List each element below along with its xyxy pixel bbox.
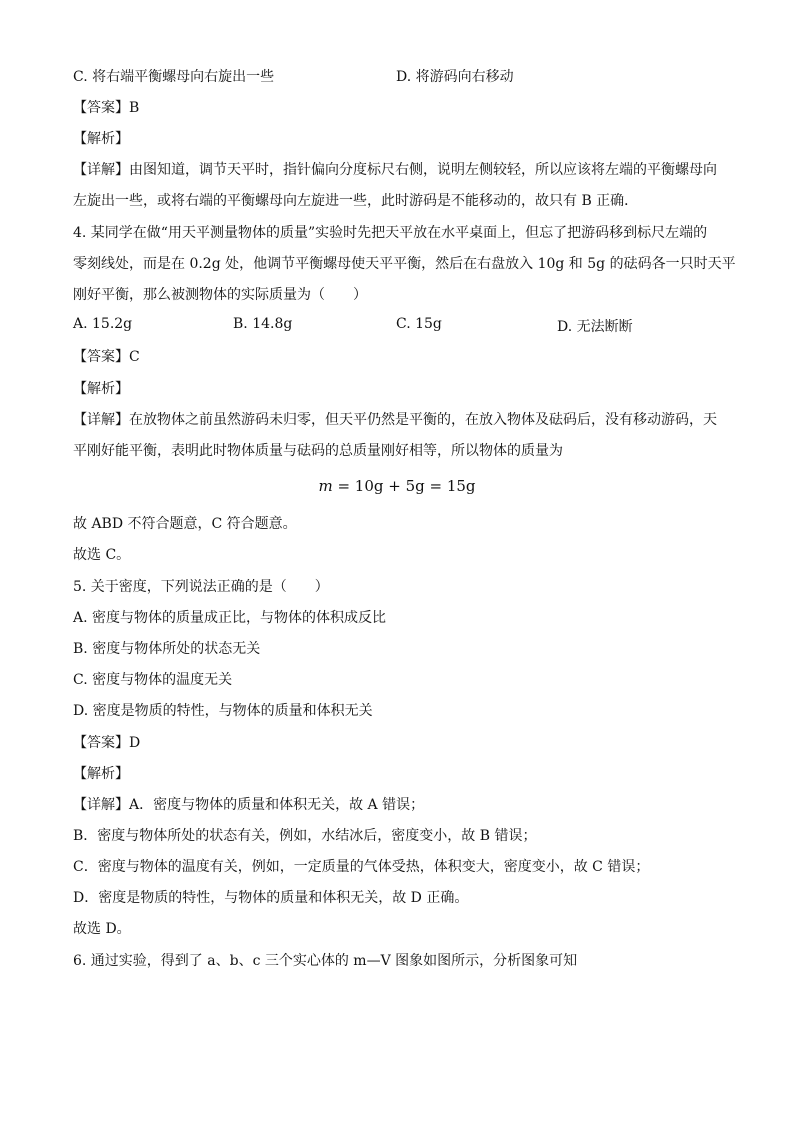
q5-detail-line-3: C．密度与物体的温度有关，例如，一定质量的气体受热，体积变大，密度变小，故 C 错误； bbox=[73, 859, 650, 875]
q5-stem: 5. 关于密度，下列说法正确的是（ ） bbox=[73, 579, 329, 595]
q4-conclusion-line-2: 故选 C。 bbox=[73, 547, 131, 563]
q5-conclusion: 故选 D。 bbox=[73, 921, 131, 937]
q4-stem-line-2: 零刻线处，而是在 0.2g 处，他调节平衡螺母使天平平衡，然后在右盘放入 10g 和 5g 的砝码各一只时天平 bbox=[73, 256, 736, 272]
q3-detail-line-2: 左旋出一些，或将右端的平衡螺母向左旋进一些，此时游码是不能移动的，故只有 B 正确． bbox=[73, 193, 639, 209]
q5-detail-line-4: D．密度是物质的特性，与物体的质量和体积无关，故 D 正确。 bbox=[73, 890, 469, 906]
q4-option-b: B. 14.8g bbox=[233, 316, 293, 332]
q5-detail-line-1: 【详解】A．密度与物体的质量和体积无关，故 A 错误； bbox=[73, 797, 425, 813]
q5-option-d: D. 密度是物质的特性，与物体的质量和体积无关 bbox=[73, 703, 373, 719]
q4-option-c: C. 15g bbox=[396, 316, 442, 332]
q4-analysis-label: 【解析】 bbox=[73, 381, 129, 397]
q6-stem: 6. 通过实验，得到了 a、b、c 三个实心体的 m—V 图象如图所示，分析图象可知 bbox=[73, 953, 578, 969]
q4-formula-variable: m bbox=[318, 477, 333, 495]
q4-option-d: D. 无法断断 bbox=[557, 319, 633, 335]
q5-option-a: A. 密度与物体的质量成正比，与物体的体积成反比 bbox=[73, 610, 387, 626]
q5-analysis-label: 【解析】 bbox=[73, 766, 129, 782]
q4-detail-line-1: 【详解】在放物体之前虽然游码未归零，但天平仍然是平衡的，在放入物体及砝码后，没有移动游码，天 bbox=[73, 412, 717, 428]
q4-formula-expression: = 10g + 5g = 15g bbox=[332, 477, 476, 495]
q3-option-d: D. 将游码向右移动 bbox=[396, 69, 514, 85]
q3-analysis-label: 【解析】 bbox=[73, 131, 129, 147]
q5-answer: 【答案】D bbox=[73, 735, 141, 751]
q3-option-c: C. 将右端平衡螺母向右旋出一些 bbox=[73, 69, 275, 85]
q5-option-b: B. 密度与物体所处的状态无关 bbox=[73, 641, 261, 657]
q4-answer: 【答案】C bbox=[73, 349, 140, 365]
q4-stem-line-1: 4. 某同学在做“用天平测量物体的质量”实验时先把天平放在水平桌面上，但忘了把游码移到标尺左端的 bbox=[73, 225, 708, 241]
q3-answer: 【答案】B bbox=[73, 100, 140, 116]
q5-option-c: C. 密度与物体的温度无关 bbox=[73, 672, 233, 688]
q4-option-a: A. 15.2g bbox=[73, 316, 133, 332]
q5-detail-line-2: B．密度与物体所处的状态有关，例如，水结冰后，密度变小，故 B 错误； bbox=[73, 828, 537, 844]
q3-detail-line-1: 【详解】由图知道，调节天平时，指针偏向分度标尺右侧，说明左侧较轻，所以应该将左端的平衡螺母向 bbox=[73, 162, 717, 178]
q4-conclusion-line-1: 故 ABD 不符合题意，C 符合题意。 bbox=[73, 516, 297, 532]
q4-detail-line-2: 平刚好能平衡，表明此时物体质量与砝码的总质量刚好相等，所以物体的质量为 bbox=[73, 443, 563, 459]
q4-formula bbox=[0, 477, 794, 495]
q4-stem-line-3: 刚好平衡，那么被测物体的实际质量为（ ） bbox=[73, 287, 367, 303]
